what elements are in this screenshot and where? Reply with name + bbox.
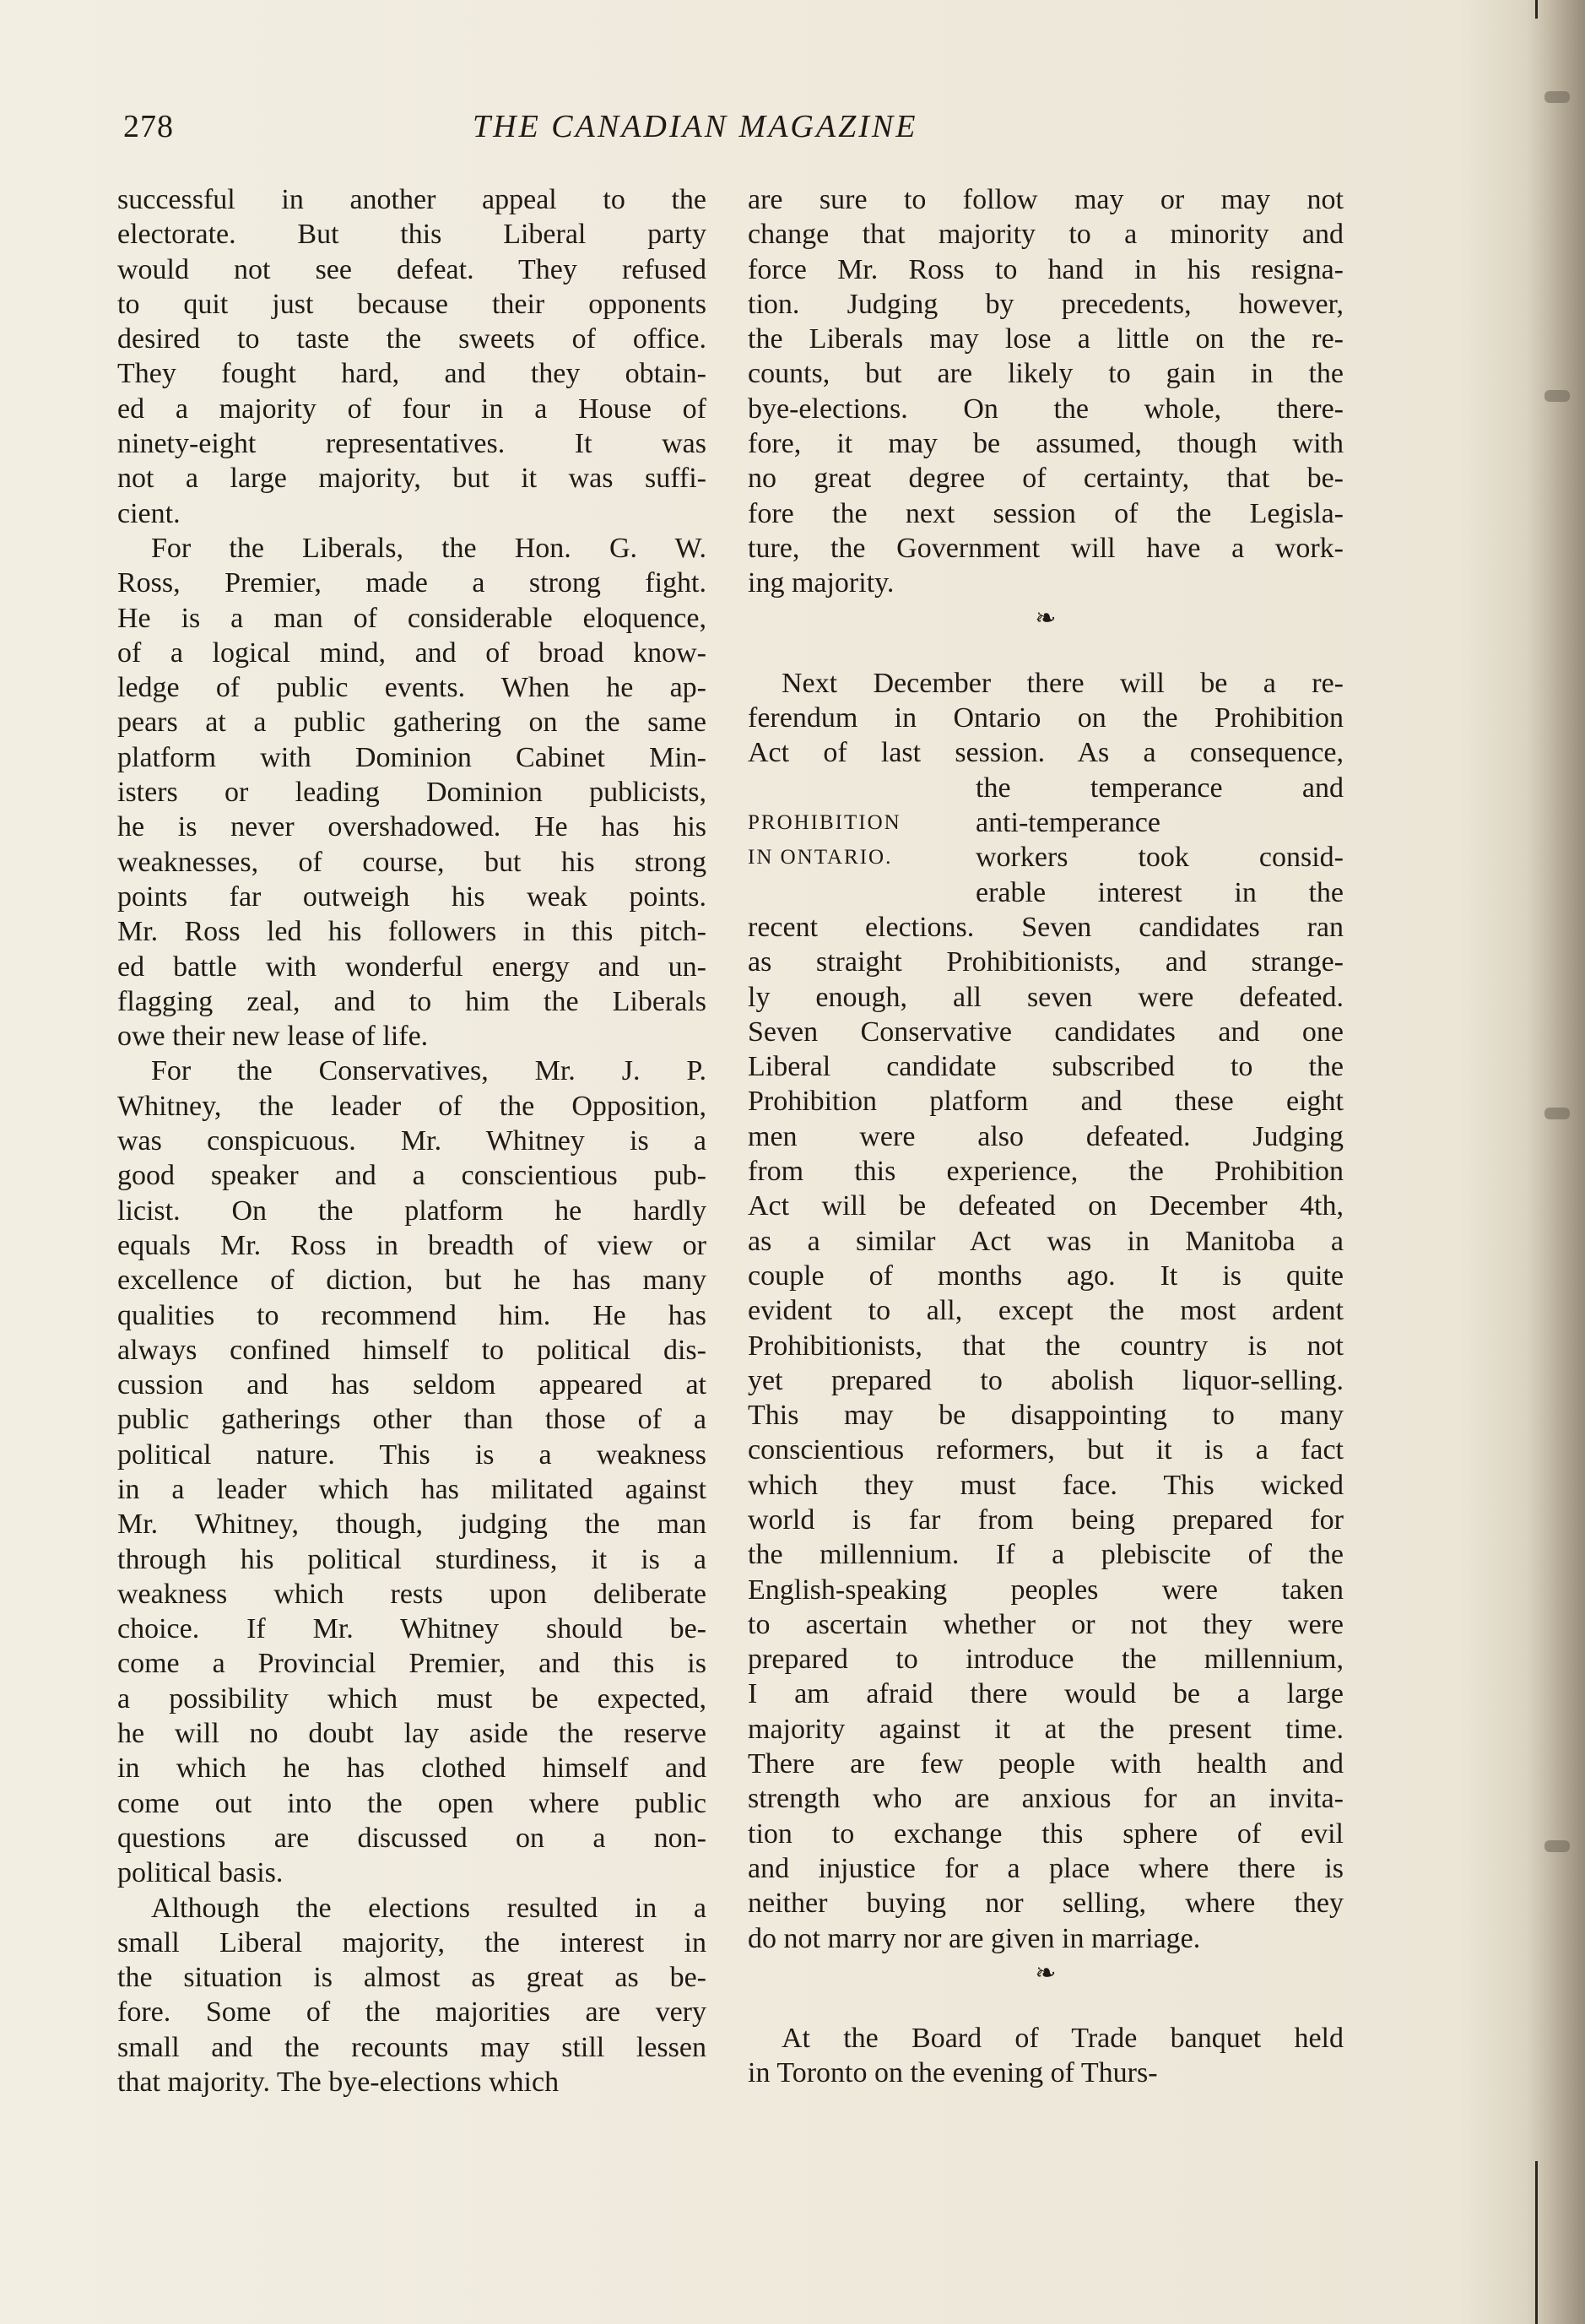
text-line: This may be disappointing to many [748,1400,1344,1432]
text-line: There are few people with health and [748,1748,1344,1780]
side-heading-line: PROHIBITION [748,811,901,835]
text-line: flagging zeal, and to him the Liberals [117,985,706,1017]
text-line: Mr. Whitney, though, judging the man [117,1509,706,1541]
text-line: neither buying nor selling, where they [748,1888,1344,1920]
page-edge-mark [1544,1108,1570,1119]
text-line: Ross, Premier, made a strong fight. [117,567,706,599]
text-line: excellence of diction, but he has many [117,1265,706,1297]
text-line: questions are discussed on a non- [117,1822,706,1854]
text-line: as straight Prohibitionists, and strange- [748,946,1344,978]
section-ornament-icon: ❧ [1035,604,1057,632]
text-line: Seven Conservative candidates and one [748,1016,1344,1048]
text-line: licist. On the platform he hardly [117,1195,706,1227]
text-line: do not marry nor are given in marriage. [748,1922,1201,1954]
text-line: political nature. This is a weakness [117,1438,706,1471]
text-line: conscientious reformers, but it is a fact [748,1434,1344,1466]
section-gap [748,1991,1344,2021]
text-line: good speaker and a conscientious pub- [117,1160,706,1192]
text-line: fore. Some of the majorities are very [117,1996,706,2029]
text-line: ture, the Government will have a work- [748,532,1344,564]
text-line: the Liberals may lose a little on the re- [748,323,1344,355]
right-paragraph [748,666,1344,771]
text-line: change that majority to a minority and [748,219,1344,251]
text-line: weaknesses, of course, but his strong [117,846,706,878]
text-line: would not see defeat. They refused [117,253,706,285]
text-line: ledge of public events. When he ap- [117,672,706,704]
text-line: tion to exchange this sphere of evil [748,1817,1344,1850]
text-line: men were also defeated. Judging [748,1120,1344,1152]
text-line: platform with Dominion Cabinet Min- [117,741,706,773]
text-line: strength who are anxious for an invita- [748,1783,1344,1815]
text-line: ed battle with wonderful energy and un- [117,951,706,983]
text-line: yet prepared to abolish liquor-selling. [748,1364,1344,1396]
text-line: isters or leading Dominion publicists, [117,777,706,809]
text-line: ly enough, all seven were defeated. [748,981,1344,1013]
text-line: always confined himself to political dis- [117,1334,706,1366]
text-line: through his political sturdiness, it is a [117,1543,706,1575]
text-line: I am afraid there would be a large [748,1678,1344,1710]
page-number: 278 [123,109,174,144]
text-line: small and the recounts may still lessen [117,2031,706,2063]
text-line: owe their new lease of life. [117,1021,429,1053]
page-edge-mark [1544,1840,1570,1852]
text-line: public gatherings other than those of a [117,1404,706,1436]
text-line: which they must face. This wicked [748,1469,1344,1501]
text-line: qualities to recommend him. He has [117,1299,706,1331]
page-edge-mark [1544,91,1570,103]
text-line: bye-elections. On the whole, there- [748,393,1344,425]
text-line: successful in another appeal to the [117,184,706,215]
page-edge-mark [1544,390,1570,402]
text-line: They fought hard, and they obtain- [117,358,706,390]
text-line: fore, it may be assumed, though with [748,428,1344,460]
text-line: force Mr. Ross to hand in his resigna- [748,253,1344,285]
text-line: At the Board of Trade banquet held [782,2023,1344,2055]
text-line: come a Provincial Premier, and this is [117,1648,706,1680]
text-line: as a similar Act was in Manitoba a [748,1225,1344,1257]
text-line: erable interest in the [976,876,1344,908]
text-line: electorate. But this Liberal party [117,219,706,251]
text-line: pears at a public gathering on the same [117,707,706,739]
text-line: Act of last session. As a consequence, [748,737,1344,769]
text-line: For the Liberals, the Hon. G. W. [151,532,706,564]
text-line: workers took consid- [976,842,1344,874]
text-line: fore the next session of the Legisla- [748,497,1344,529]
text-line: no great degree of certainty, that be- [748,463,1344,495]
text-line: anti-temperance [976,807,1160,839]
wrapped-text [976,771,1344,910]
text-line: to quit just because their opponents [117,288,706,320]
text-line: majority against it at the present time. [748,1713,1344,1745]
text-line: cient. [117,497,181,529]
text-line: not a large majority, but it was suffi- [117,463,706,495]
text-line: the temperance and [976,772,1344,804]
right-column [748,182,1344,2091]
side-heading [748,771,976,910]
text-line: Act will be defeated on December 4th, [748,1190,1344,1222]
left-column [117,182,706,2099]
text-line: points far outweigh his weak points. [117,880,706,913]
text-line: the situation is almost as great as be- [117,1962,706,1994]
text-line: Although the elections resulted in a [151,1892,706,1924]
page-edge-shadow [1526,0,1585,2324]
text-line: English-speaking peoples were taken [748,1574,1344,1606]
page-edge-line [1535,0,1538,19]
text-line: political basis. [117,1857,284,1889]
right-paragraph [748,2021,1344,2091]
section-ornament-icon: ❧ [1035,1958,1057,1987]
text-line: equals Mr. Ross in breadth of view or [117,1229,706,1261]
text-line: the millennium. If a plebiscite of the [748,1539,1344,1571]
text-line: Next December there will be a re- [782,667,1344,699]
text-line: prepared to introduce the millennium, [748,1644,1344,1676]
text-line: choice. If Mr. Whitney should be- [117,1613,706,1645]
text-line: counts, but are likely to gain in the [748,358,1344,390]
text-line: small Liberal majority, the interest in [117,1926,706,1958]
text-line: are sure to follow may or may not [748,184,1344,215]
text-line: in which he has clothed himself and [117,1752,706,1785]
text-line: in a leader which has militated against [117,1473,706,1505]
text-line: Whitney, the leader of the Opposition, [117,1090,706,1122]
text-line: come out into the open where public [117,1787,706,1819]
text-line: ing majority. [748,567,895,599]
sidenote-wrap [748,771,1344,910]
text-line: of a logical mind, and of broad know- [117,637,706,669]
text-line: tion. Judging by precedents, however, [748,288,1344,320]
text-line: a possibility which must be expected, [117,1682,706,1715]
running-head: THE CANADIAN MAGAZINE [473,109,918,144]
text-line: in Toronto on the evening of Thurs- [748,2057,1158,2089]
text-line: he will no doubt lay aside the reserve [117,1718,706,1750]
text-line: ferendum in Ontario on the Prohibition [748,702,1344,734]
text-line: that majority. The bye-elections which [117,2067,560,2099]
section-gap [748,636,1344,666]
text-line: recent elections. Seven candidates ran [748,911,1344,943]
text-line: he is never overshadowed. He has his [117,811,706,843]
text-line: weakness which rests upon deliberate [117,1578,706,1610]
page-edge-line [1535,2161,1538,2324]
text-line: couple of months ago. It is quite [748,1260,1344,1292]
text-line: Prohibition platform and these eight [748,1086,1344,1118]
text-line: Prohibitionists, that the country is not [748,1330,1344,1362]
text-line: Liberal candidate subscribed to the [748,1051,1344,1083]
right-paragraph [748,910,1344,1956]
text-line: and injustice for a place where there is [748,1852,1344,1884]
right-paragraph [748,182,1344,601]
text-line: For the Conservatives, Mr. J. P. [151,1055,706,1087]
side-heading-line: IN ONTARIO. [748,846,893,869]
text-line: desired to taste the sweets of office. [117,323,706,355]
text-line: from this experience, the Prohibition [748,1156,1344,1188]
text-line: was conspicuous. Mr. Whitney is a [117,1125,706,1157]
text-line: to ascertain whether or not they were [748,1608,1344,1640]
text-line: ninety-eight representatives. It was [117,428,706,460]
text-line: evident to all, except the most ardent [748,1295,1344,1327]
text-line: cussion and has seldom appeared at [117,1369,706,1401]
text-line: He is a man of considerable eloquence, [117,602,706,634]
text-line: Mr. Ross led his followers in this pitch- [117,916,706,948]
text-line: ed a majority of four in a House of [117,393,706,425]
text-line: world is far from being prepared for [748,1503,1344,1536]
